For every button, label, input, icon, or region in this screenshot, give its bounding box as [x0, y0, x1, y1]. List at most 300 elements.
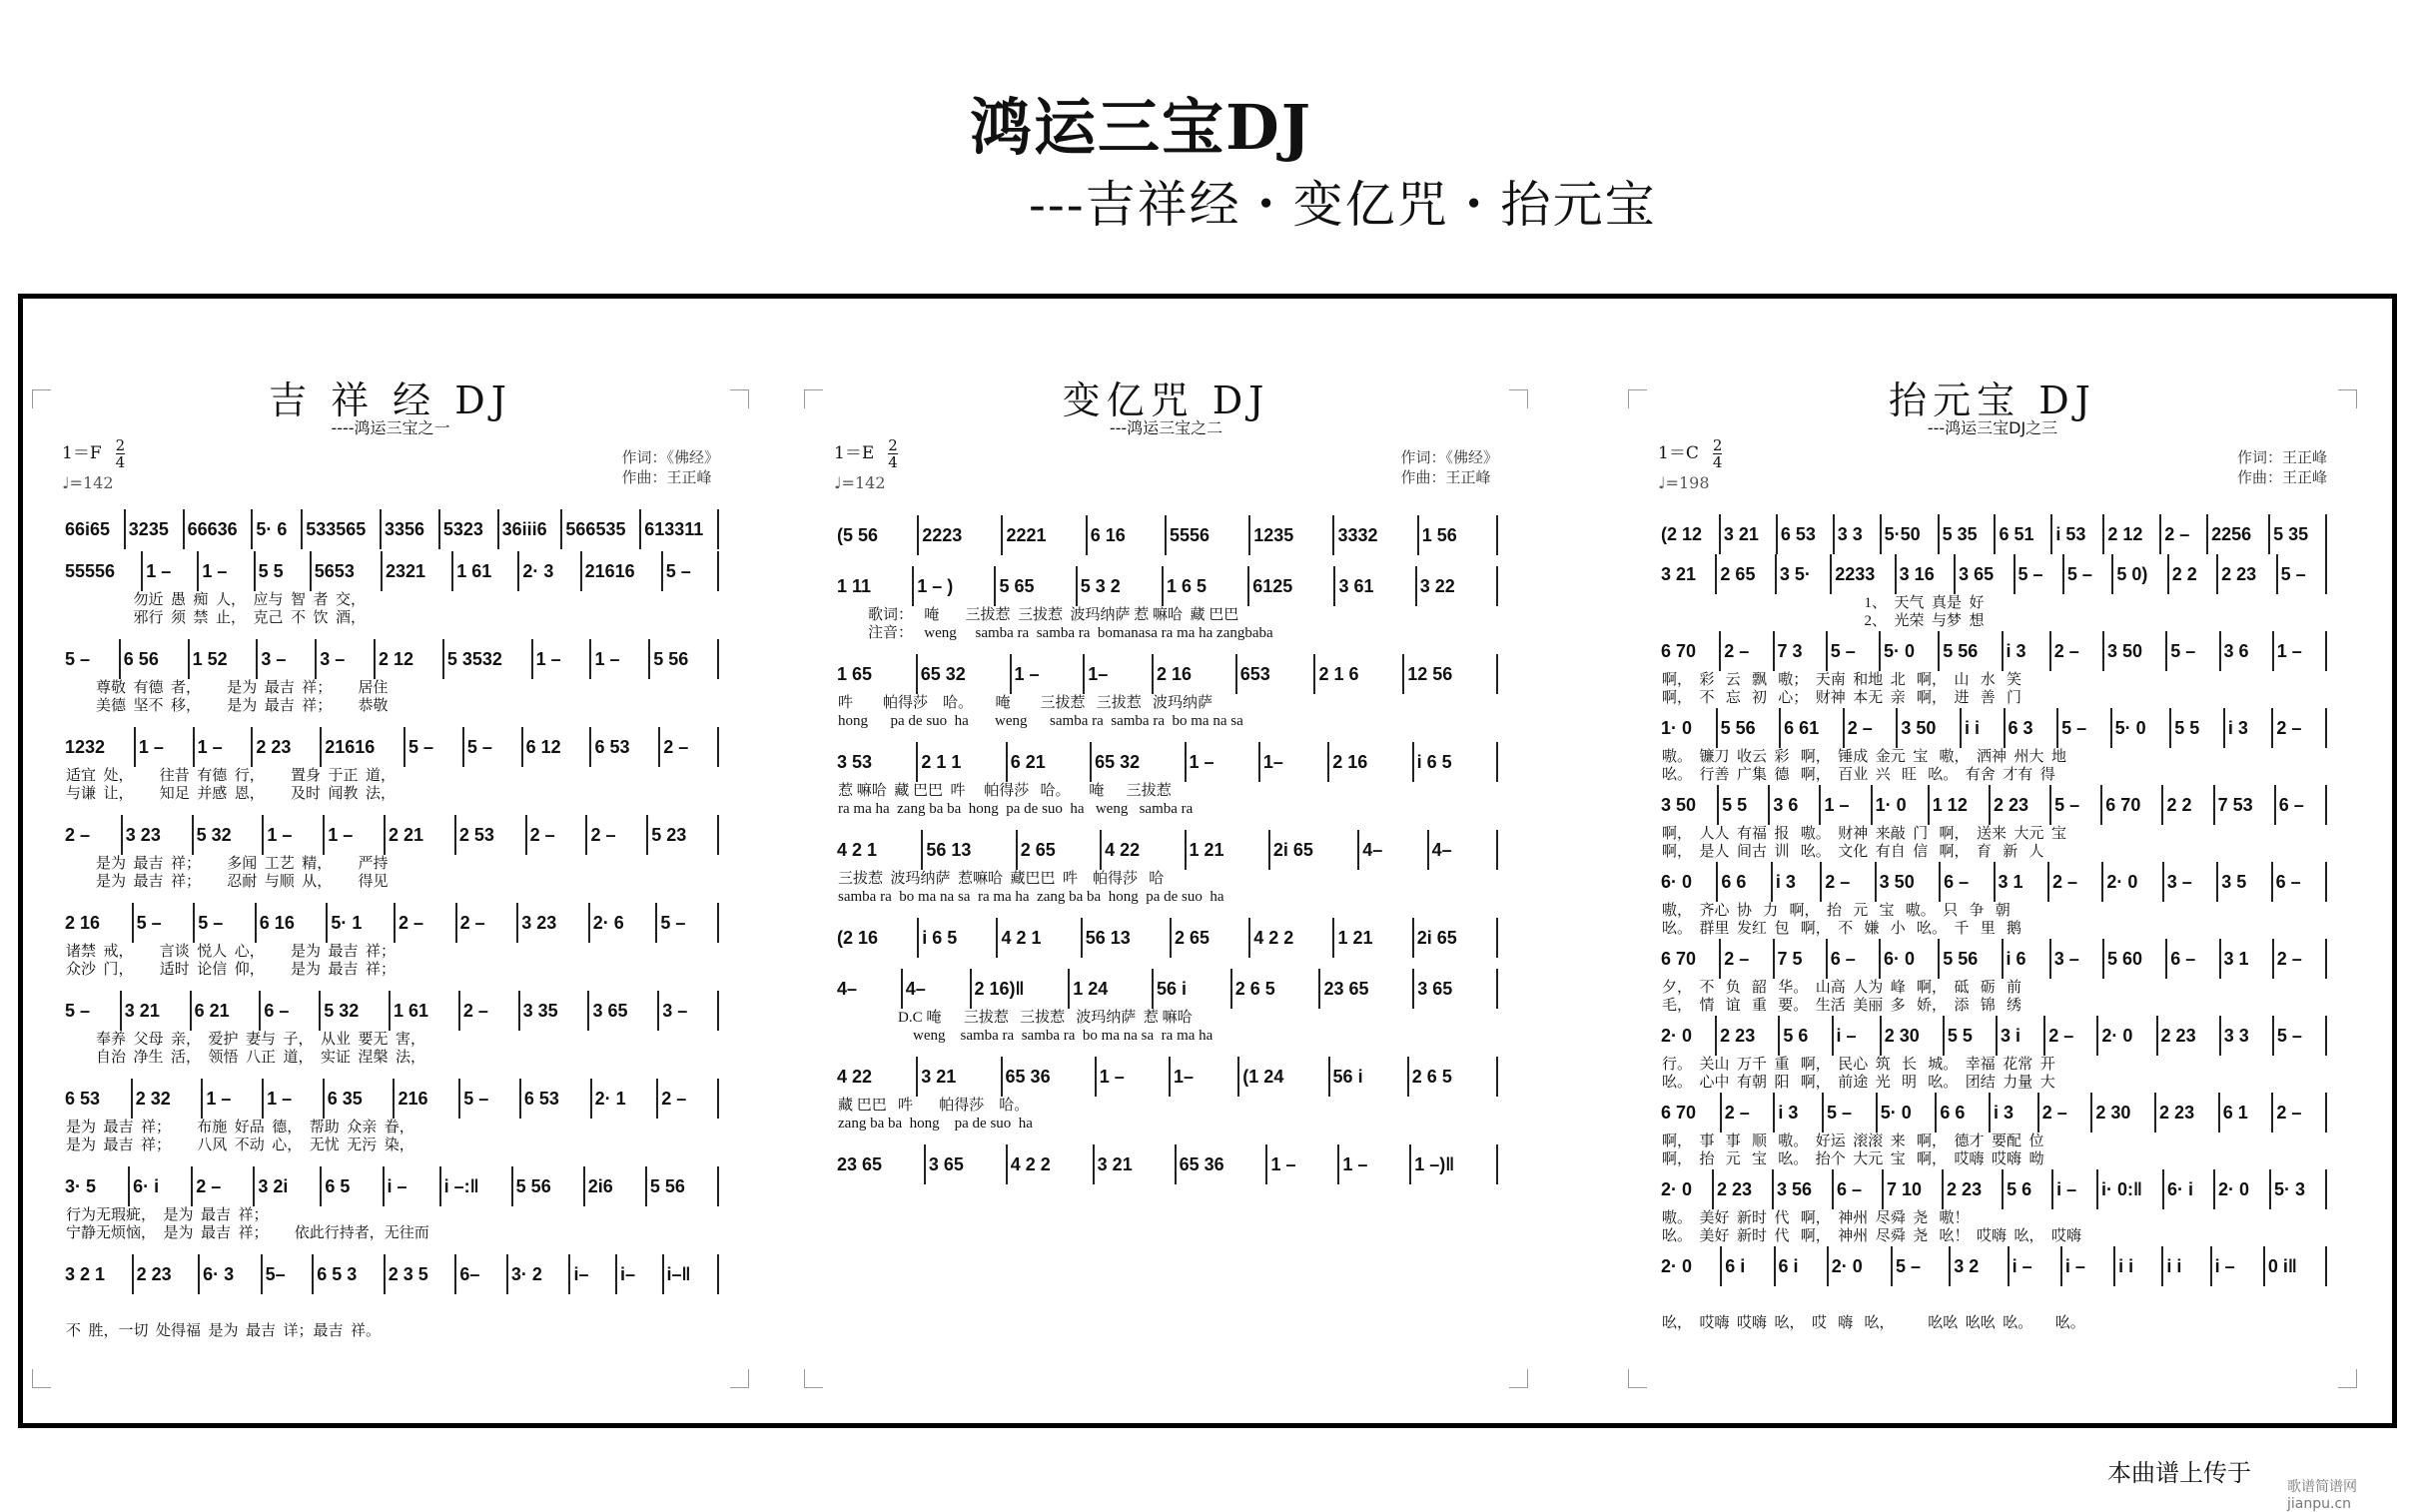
measure: i 3 [1991, 1093, 2039, 1133]
corner-mark [2338, 389, 2357, 408]
song-subtitle: ----鸿运三宝之一 [331, 418, 450, 437]
song-column-bianyizhou [834, 360, 1498, 1358]
measure: 1 21 [1334, 918, 1413, 958]
measure: 1 – [1012, 654, 1086, 694]
measure: 5 6 [2004, 1169, 2053, 1209]
measure: 2· 0 [2098, 1016, 2157, 1056]
lyric-line: 2、 光荣 与梦 想 [1662, 613, 1985, 629]
measure: 5 – [62, 991, 122, 1031]
lyric-line: D.C 唵 三拔惹 三拔惹 波玛纳萨 惹 嘛哈 [838, 1010, 1193, 1026]
measure: 3 i [1998, 1016, 2045, 1056]
score-system [834, 830, 1498, 918]
lyric-line: 啊， 不 忘 初 心； 财神 本无 亲 啊， 进 善 门 [1662, 690, 2022, 706]
measure-row [834, 918, 1498, 958]
measure: 2 – [396, 903, 457, 943]
measure: 2· 0 [1658, 1169, 1714, 1209]
measure: 5 56 [650, 639, 719, 679]
lyric-line: 啊， 抬 元 宝 吆。 抬个 大元 宝 啊， 哎嗨 哎嗨 呦 [1662, 1151, 2044, 1167]
measure: 7 3 [1775, 631, 1828, 671]
score-systems [1658, 514, 2327, 1331]
measure: 5556 [1167, 515, 1250, 555]
measure: 2 65 [1172, 918, 1250, 958]
measure: 5 – [1824, 1093, 1878, 1133]
measure: 5 56 [1718, 708, 1782, 748]
measure: 2· 3 [519, 551, 581, 591]
lyric-line: 适宜 处， 往昔 有德 行， 置身 于正 道， [66, 768, 397, 784]
score-system [62, 1166, 719, 1254]
measure: 4 2 2 [1008, 1144, 1095, 1184]
main-subtitle: ---吉祥经・变亿咒・抬元宝 [1029, 176, 1657, 234]
measure: 5 – [1828, 631, 1881, 671]
measure: 5 35 [1940, 514, 1997, 554]
measure-row [834, 969, 1498, 1009]
measure: 5 – [2051, 785, 2102, 825]
measure: 66636 [185, 509, 254, 549]
lyric-line: samba ra bo ma na sa ra ma ha zang ba ba hong pa de suo ha [838, 889, 1224, 905]
measure: 5 – [2274, 1016, 2327, 1056]
measure: 2 – [587, 815, 648, 855]
measure: 5· 6 [253, 509, 303, 549]
lyric-line: zang ba ba hong pa de suo ha [838, 1116, 1033, 1132]
measure: 1 12 [1930, 785, 1991, 825]
measure: 7 53 [2215, 785, 2276, 825]
measure: 2 16)‖ [972, 969, 1071, 1009]
composer: 作曲：王正峰 [1400, 468, 1491, 486]
measure: 1232 [62, 727, 136, 767]
measure-row [1658, 554, 2327, 594]
measure: 1 – [136, 727, 195, 767]
measure: 23 65 [1320, 969, 1414, 1009]
measure: 3 6 [2221, 631, 2274, 671]
measure: 4 2 2 [1250, 918, 1334, 958]
measure: 6 16 [1088, 515, 1167, 555]
measure: 2· 0 [2215, 1169, 2271, 1209]
measure-row [834, 1057, 1498, 1097]
measure-row [1658, 631, 2327, 671]
measure: 1 – [1097, 1057, 1171, 1097]
measure: i – [2212, 1246, 2265, 1286]
lyric-line: 毛， 情 谊 重 要。 生活 美丽 多 娇， 添 锦 绣 [1662, 998, 2022, 1014]
lyric-line [62, 1294, 719, 1322]
score-system [1658, 1169, 2327, 1246]
time-top: 2 [115, 436, 126, 454]
measure: 2 – [658, 1079, 719, 1119]
measure: 2 65 [1018, 830, 1102, 870]
lyric-line: 是为 最吉 祥； 多闻 工艺 精， 严持 [66, 856, 389, 872]
measure-row [1658, 785, 2327, 825]
lyric-line: 宁静无烦恼， 是为 最吉 祥； 依此行持者，无往而 [66, 1225, 429, 1241]
measure: i i [1962, 708, 2006, 748]
score-system [1658, 862, 2327, 939]
measure: 533565 [303, 509, 382, 549]
score-system [834, 969, 1498, 1057]
score-system [62, 991, 719, 1079]
measure: 56 i [1330, 1057, 1409, 1097]
measure: 3 21 [918, 1057, 1002, 1097]
measure: 3 21 [1721, 514, 1778, 554]
measure-row [62, 1254, 719, 1294]
lyric-line: 吆。 行善 广集 德 啊， 百业 兴 旺 吆。 有舍 才有 得 [1662, 767, 2055, 783]
measure: 2 – [1722, 1093, 1776, 1133]
corner-mark [1628, 389, 1647, 408]
measure: 4 2 1 [998, 918, 1082, 958]
corner-mark [804, 389, 823, 408]
measure: 5 – [2015, 554, 2064, 594]
lyric-line: 吆。 美好 新时 代 啊， 神州 尽舜 尧 吆！ 哎嗨 吆， 哎嗨 [1662, 1228, 2082, 1244]
measure: 2221 [1003, 515, 1087, 555]
measure: 56 13 [1083, 918, 1172, 958]
measure: 2· 0 [1829, 1246, 1893, 1286]
measure-row [834, 515, 1498, 555]
measure: 2 – [457, 903, 519, 943]
score-system [62, 639, 719, 727]
measure: 2 23 [2218, 554, 2277, 594]
lyric-line: 啊， 事 事 顺 嗷。 好运 滚滚 来 啊， 德才 要配 位 [1662, 1134, 2044, 1149]
measure: 3 1 [2221, 939, 2274, 979]
measure: 2 – [2039, 1093, 2093, 1133]
measure: (2 12 [1658, 514, 1721, 554]
measure: 3 65 [926, 1144, 1008, 1184]
measure: 2 23 [1717, 1016, 1780, 1056]
measure-row [834, 830, 1498, 870]
measure: 6 6 [1937, 1093, 1991, 1133]
measure: 6 – [261, 991, 321, 1031]
measure: 2 3 5 [386, 1254, 457, 1294]
lyric-line: 是为 最吉 祥； 忍耐 与顺 从， 得见 [66, 874, 389, 890]
measure: 2· 0 [2103, 862, 2163, 902]
key-signature [834, 437, 898, 470]
measure: i – [2062, 1246, 2115, 1286]
lyric-line: 吆。 心中 有朝 阳 啊， 前途 光 明 吆。 团结 力量 大 [1662, 1075, 2055, 1091]
measure: 5·50 [1882, 514, 1940, 554]
measure: 2 – [2273, 1093, 2327, 1133]
measure: 1 – [264, 815, 325, 855]
measure: 2 23 [1944, 1169, 2004, 1209]
measure: 1 6 5 [1164, 566, 1249, 606]
score-system [62, 509, 719, 551]
measure: 3 2 [1951, 1246, 2009, 1286]
measure: 3 61 [1335, 566, 1416, 606]
measure-row [1658, 1016, 2327, 1056]
lyric-line: hong pa de suo ha weng samba ra samba ra bo ma na sa [838, 713, 1243, 729]
measure-row [1658, 1246, 2327, 1286]
measure: 2 32 [133, 1079, 204, 1119]
measure: 2i6 [585, 1166, 647, 1206]
measure: 56 i [1154, 969, 1232, 1009]
composer: 作曲：王正峰 [621, 468, 712, 486]
measure: 1 61 [391, 991, 460, 1031]
measure: 2 – [2051, 631, 2104, 671]
measure: 3 50 [2104, 631, 2167, 671]
time-bottom: 4 [115, 453, 126, 471]
measure: 6 – [1834, 1169, 1884, 1209]
measure: 3 56 [1774, 1169, 1834, 1209]
measure-row [62, 509, 719, 549]
lyric-line: 吆。 群里 发红 包 啊， 不 嫌 小 吆。 千 里 鹅 [1662, 921, 2022, 937]
measure: i–‖ [664, 1254, 719, 1294]
score-system [62, 815, 719, 903]
measure: 65 32 [1092, 742, 1186, 782]
measure: 21616 [322, 727, 405, 767]
measure: 65 36 [1003, 1057, 1097, 1097]
lyric-line: ra ma ha zang ba ba hong pa de suo ha weng samba ra [838, 801, 1194, 817]
measure: 1 – [199, 551, 255, 591]
lyric-line: 美德 坚不 移， 是为 最吉 祥； 恭敬 [66, 698, 389, 714]
measure: 2 – [1845, 708, 1899, 748]
measure: 5· 0 [2112, 708, 2172, 748]
measure: 653 [1237, 654, 1316, 694]
measure: 1 21 [1187, 830, 1270, 870]
time-bottom: 4 [1712, 453, 1723, 471]
measure: 3 22 [1417, 566, 1498, 606]
measure: 5 – [62, 639, 121, 679]
measure-row [1658, 708, 2327, 748]
measure: 2 – [460, 991, 520, 1031]
measure-row [62, 551, 719, 591]
measure: i· 0:‖ [2098, 1169, 2164, 1209]
measure: 2 23 [1991, 785, 2051, 825]
measure: 5 – [460, 1079, 521, 1119]
measure: 7 10 [1884, 1169, 1944, 1209]
measure: i 3 [1773, 862, 1822, 902]
lyric-line: 尊敬 有德 者， 是为 最吉 祥； 居住 [66, 680, 389, 696]
lyric-line: 是为 最吉 祥； 布施 好品 德， 帮助 众亲 眷， [66, 1120, 414, 1135]
measure: 2 30 [2092, 1093, 2156, 1133]
score-system [1658, 1016, 2327, 1093]
credits [1400, 447, 1498, 487]
measure: 6 70 [2102, 785, 2163, 825]
lyric-line: 勿近 愚 痴 人， 应与 智 者 交， [66, 592, 367, 608]
measure: 5 6 [1780, 1016, 1833, 1056]
score-system [1658, 1246, 2327, 1331]
measure: 6 56 [121, 639, 190, 679]
measure: 2i 65 [1270, 830, 1359, 870]
measure: 2 30 [1882, 1016, 1945, 1056]
measure: 6 i [1776, 1246, 1829, 1286]
measure: 6 53 [591, 727, 660, 767]
lyric-line: 吆， 哎嗨 哎嗨 吆， 哎 嗨 吆， 吆吆 吆吆 吆。 吆。 [1662, 1315, 2085, 1331]
tempo-mark: ♩=198 [1658, 473, 1710, 492]
measure: 216 [395, 1079, 460, 1119]
lyricist: 作词：《佛经》 [1400, 448, 1498, 466]
measure: i i [2115, 1246, 2163, 1286]
measure: 5 – [2058, 708, 2112, 748]
measure: 1 – [591, 639, 650, 679]
measure: 5 56 [513, 1166, 585, 1206]
measure: 3 2i [255, 1166, 322, 1206]
measure: 4– [834, 969, 903, 1009]
lyric-line: 邪行 须 禁 止， 克己 不 饮 酒， [66, 610, 367, 626]
measure-row [62, 1079, 719, 1119]
measure: 5 – [134, 903, 196, 943]
upload-note: 本曲谱上传于 [2107, 1459, 2251, 1487]
corner-mark [1509, 389, 1528, 408]
measure: 5 0) [2113, 554, 2168, 594]
measure: 3 50 [1658, 785, 1719, 825]
measure: 5 32 [321, 991, 391, 1031]
measure: 1 – [1821, 785, 1872, 825]
corner-mark [804, 1369, 823, 1388]
measure: 1 –)‖ [1411, 1144, 1498, 1184]
lyric-line: 不 胜，一切 处得福 是为 最吉 详；最吉 祥。 [66, 1323, 382, 1339]
measure: 1– [1085, 654, 1154, 694]
score-system [62, 727, 719, 815]
lyric-line: 吽 帕得莎 哈。 唵 三拔惹 三拔惹 波玛纳萨 [838, 695, 1213, 711]
measure: 3 5 [2218, 862, 2272, 902]
measure: 1 – [203, 1079, 264, 1119]
measure: 2· 6 [590, 903, 658, 943]
measure: 5 – [2167, 631, 2220, 671]
measure: 1 52 [190, 639, 259, 679]
measure: 2 – [1721, 939, 1774, 979]
measure-row [62, 815, 719, 855]
measure: 6 53 [521, 1079, 592, 1119]
measure: 2 1 1 [918, 742, 1007, 782]
measure: 6 70 [1658, 1093, 1722, 1133]
measure: 2 53 [456, 815, 527, 855]
lyric-line: 行。 关山 万千 重 啊， 民心 筑 长 城。 幸福 花常 开 [1662, 1057, 2055, 1073]
measure: 4 2 1 [834, 830, 923, 870]
measure: 6 70 [1658, 631, 1721, 671]
measure: 5 – [195, 903, 257, 943]
measure: 3 6 [1770, 785, 1821, 825]
measure: 5 60 [2104, 939, 2167, 979]
measure: 2 2 [2169, 554, 2218, 594]
measure: 6 70 [1658, 939, 1721, 979]
measure: 3 53 [834, 742, 918, 782]
main-title: 鸿运三宝DJ [969, 91, 1313, 164]
measure: 1 61 [453, 551, 519, 591]
measure: 566535 [562, 509, 641, 549]
measure-row [1658, 1169, 2327, 1209]
measure: 6 i [1722, 1246, 1775, 1286]
measure: 3· 5 [62, 1166, 130, 1206]
measure: 5 5 [1719, 785, 1770, 825]
measure: 2 21 [386, 815, 456, 855]
measure: 2 23 [2156, 1093, 2220, 1133]
measure-row [834, 654, 1498, 694]
time-signature [116, 437, 126, 470]
song-title: 抬元宝 DJ [1889, 378, 2096, 422]
measure: 5 35 [2270, 514, 2327, 554]
measure: 1· 0 [1658, 708, 1718, 748]
measure: 3 50 [1898, 708, 1962, 748]
measure: 3332 [1334, 515, 1418, 555]
measure: 55556 [62, 551, 143, 591]
lyric-line: 嗷。 美好 新时 代 啊， 神州 尽舜 尧 嗷！ [1662, 1210, 1970, 1226]
lyric-line: 注音： weng samba ra samba ra bomanasa ra ma ha zangbaba [838, 625, 1273, 641]
measure: 2· 0 [1658, 1016, 1717, 1056]
lyric-line [1658, 1286, 2327, 1314]
lyric-line: 嗷， 齐心 协 力 啊， 抬 元 宝 嗷。 只 争 朝 [1662, 903, 2011, 919]
measure: 5 – [2278, 554, 2327, 594]
measure: i 3 [2225, 708, 2274, 748]
measure: 1 65 [834, 654, 918, 694]
measure-row [1658, 514, 2327, 554]
score-systems [62, 509, 719, 1342]
measure: 12 56 [1404, 654, 1498, 694]
measure-row [62, 639, 719, 679]
measure-row [62, 991, 719, 1031]
measure: 0 i‖ [2265, 1246, 2327, 1286]
measure: 6 51 [1996, 514, 2052, 554]
measure: 1 56 [1419, 515, 1498, 555]
measure: 1 – [2274, 631, 2327, 671]
watermark: 歌谱简谱网 jianpu.cn [2287, 1479, 2357, 1512]
measure: 1 24 [1070, 969, 1154, 1009]
measure: 2 – [62, 815, 123, 855]
score-systems [834, 515, 1498, 1195]
measure: 3 2 1 [62, 1254, 134, 1294]
lyric-line: 嗷。 镰刀 收云 彩 啊， 锤成 金元 宝 嗷， 洒神 州大 地 [1662, 749, 2067, 765]
corner-mark [32, 389, 51, 408]
lyric-line: weng samba ra samba ra bo ma na sa ra ma ha [838, 1028, 1213, 1044]
measure: (1 24 [1239, 1057, 1329, 1097]
measure: 1– [1260, 742, 1329, 782]
measure: 6 3 [2006, 708, 2059, 748]
measure: 6· i [130, 1166, 193, 1206]
measure: 2 12 [376, 639, 444, 679]
measure: 6 – [2276, 785, 2327, 825]
score-system [62, 551, 719, 639]
measure: i– [617, 1254, 664, 1294]
measure-row [62, 1166, 719, 1206]
measure: 5 – [1893, 1246, 1951, 1286]
measure: 3235 [126, 509, 185, 549]
measure: 3 35 [520, 991, 590, 1031]
measure: 2· 1 [592, 1079, 659, 1119]
measure: 2233 [1832, 554, 1896, 594]
time-signature [888, 437, 898, 470]
measure: i –:‖ [441, 1166, 513, 1206]
measure: 5 – [405, 727, 464, 767]
measure: 6 1 [2220, 1093, 2274, 1133]
key-signature [62, 437, 125, 470]
corner-mark [32, 1369, 51, 1388]
score-system [834, 566, 1498, 654]
measure: i – [2010, 1246, 2062, 1286]
credits [621, 447, 719, 487]
measure: 6 35 [325, 1079, 396, 1119]
measure: 3 65 [1956, 554, 2014, 594]
measure: 2 – [193, 1166, 255, 1206]
lyric-line: 行为无瑕疵， 是为 最吉 祥； [66, 1207, 269, 1223]
measure: 5 5 [256, 551, 312, 591]
measure: 3 23 [123, 815, 194, 855]
measure: 6 61 [1781, 708, 1845, 748]
measure: 1235 [1250, 515, 1334, 555]
score-system [1658, 708, 2327, 785]
measure: 1 – [195, 727, 254, 767]
measure: 5 56 [1940, 939, 2003, 979]
measure: 3 – [258, 639, 317, 679]
lyric-line: 自治 净生 活， 领悟 八正 道， 实证 涅槃 法， [66, 1050, 426, 1066]
lyric-line: 啊， 人人 有福 报 嗷。 财神 来敲 门 啊， 送来 大元 宝 [1662, 826, 2067, 842]
measure-row [834, 742, 1498, 782]
measure: 3 21 [122, 991, 192, 1031]
measure: 1 – ) [914, 566, 996, 606]
measure: 2 – [2274, 939, 2327, 979]
measure: 5 23 [648, 815, 719, 855]
lyric-line: 啊， 是人 间古 训 吆。 文化 有自 信 啊， 育 新 人 [1662, 844, 2044, 860]
measure: 5· 3 [2271, 1169, 2327, 1209]
measure: 2 23 [2158, 1016, 2221, 1056]
measure: 3356 [382, 509, 440, 549]
lyricist: 作词：王正峰 [2236, 448, 2327, 466]
song-column-jixiangjing [62, 360, 719, 1358]
measure: 6 21 [192, 991, 262, 1031]
measure: 6· 0 [1658, 862, 1718, 902]
